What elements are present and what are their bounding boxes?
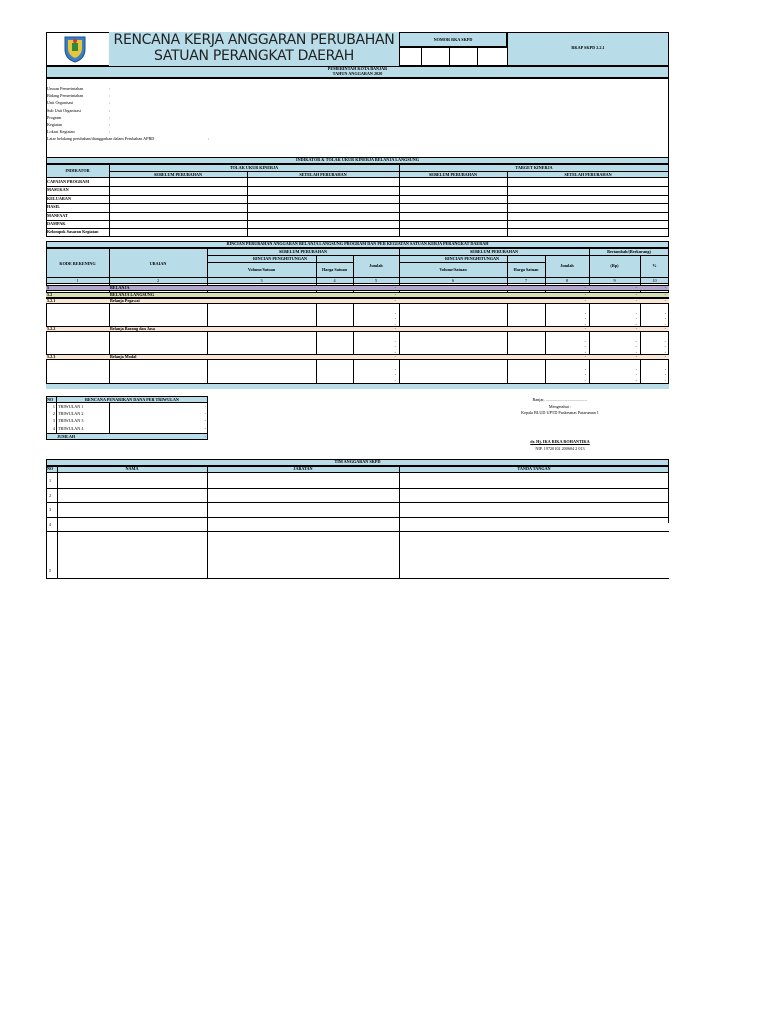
- indikator-col-header: INDIKATOR: [65, 168, 90, 173]
- rincian-footer-band: [46, 383, 669, 389]
- signature-nip: NIP. 19720102 200604 2 013: [535, 446, 585, 451]
- info-field-label: Lokasi Kegiatan: [47, 129, 75, 135]
- indikator-row-line: [46, 212, 669, 213]
- government-name: PEMERINTAH KOTA BANJAR: [327, 66, 388, 71]
- rincian-dash: -: [635, 310, 637, 316]
- triwulan-no-header: NO: [47, 397, 54, 402]
- volume-header-1: Volume/Satuan: [247, 267, 276, 272]
- tim-row-number: 5: [49, 568, 52, 573]
- signature-name: dr. Hj. IKA RIKA ROHANTIKA: [530, 439, 590, 444]
- column-number: 7: [524, 278, 528, 283]
- rincian-uraian: Belanja Pegawai: [110, 298, 140, 303]
- tim-row-line: [46, 488, 669, 489]
- triwulan-total-value: -: [204, 434, 206, 439]
- indikator-row-label: KELUARAN: [47, 195, 71, 201]
- indikator-row-line: [46, 186, 669, 187]
- rincian-dash: -: [664, 298, 666, 303]
- tim-row-number: 4: [49, 521, 52, 527]
- rincian-uraian: Belanja Barang dan Jasa: [110, 326, 155, 331]
- info-field-separator: :: [109, 114, 111, 120]
- indikator-section-title: INDIKATOR & TOLAK UKUR KINERJA BELANJA LANGSUNG: [295, 157, 419, 162]
- rincian-dash: -: [394, 349, 396, 355]
- indikator-row-label: DAMPAK: [47, 221, 66, 226]
- indikator-row-label: HASIL: [47, 204, 61, 210]
- rincian-dash: -: [394, 344, 396, 349]
- info-field-separator: :: [109, 86, 111, 91]
- rincian-dash: -: [584, 338, 586, 344]
- info-field-label: Bidang Pemerintahan: [47, 93, 84, 99]
- indikator-row-line: [46, 220, 669, 221]
- rincian-dash: -: [664, 321, 666, 327]
- indikator-row-label: MANFAAT: [47, 212, 68, 218]
- rincian-dash: -: [394, 316, 396, 321]
- info-field-separator: :: [109, 107, 111, 113]
- info-field-separator: :: [109, 122, 111, 127]
- rincian-dash: -: [394, 321, 396, 327]
- rincian-dash: -: [635, 366, 637, 372]
- tim-row-line: [46, 517, 669, 518]
- rincian-dash: -: [394, 338, 396, 344]
- rincian-hitung-header-2: RINCIAN PENGHITUNGAN: [444, 256, 500, 261]
- tim-row-number: 2: [49, 492, 52, 498]
- bertambah-header: Bertambah/(Berkurang): [607, 249, 651, 254]
- tim-row-line: [46, 531, 669, 532]
- indikator-row-label: Kelompok Sasaran Kegiatan: [47, 229, 99, 235]
- info-field-label: Urusan Pemerintahan: [47, 86, 84, 91]
- rincian-dash: -: [394, 310, 396, 316]
- rincian-kode: 5: [47, 285, 50, 290]
- tim-row-number: 3: [49, 507, 52, 512]
- rincian-dash: -: [394, 354, 396, 359]
- rincian-dash: -: [584, 344, 586, 349]
- rincian-dash: -: [394, 298, 396, 303]
- signature-mengetahui: Mengetahui :: [548, 404, 572, 409]
- page-title: RENCANA KERJA ANGGARAN PERUBAHAN SATUAN PERANGKAT DAERAH: [113, 32, 395, 64]
- sebelum-header: SEBELUM PERUBAHAN: [278, 249, 328, 254]
- uraian-header: URAIAN: [149, 261, 167, 266]
- rp-header: (Rp): [610, 263, 619, 268]
- rincian-dash: -: [664, 366, 666, 372]
- column-number: 4: [333, 278, 336, 283]
- rincian-dash: -: [635, 316, 637, 321]
- tim-no-header: NO: [47, 466, 54, 471]
- rincian-dash: -: [635, 372, 637, 377]
- indikator-row-line: [46, 195, 669, 196]
- kode-rekening-header: KODE REKENING: [59, 261, 96, 266]
- rincian-dash: -: [635, 298, 637, 303]
- triwulan-title: RENCANA PENARIKAN DANA PER TRIWULAN: [85, 397, 179, 402]
- indikator-row-line: [46, 203, 669, 204]
- form-code: RKAP SKPD 2.2.1: [571, 45, 605, 50]
- tolak-setelah-header: SETELAH PERUBAHAN: [299, 172, 347, 177]
- column-number: 6: [451, 278, 455, 283]
- triwulan-value: -: [204, 418, 206, 424]
- info-field-label: Program: [47, 114, 62, 120]
- target-setelah-header: SETELAH PERUBAHAN: [564, 172, 612, 177]
- indikator-row-label: CAPAIAN PROGRAM: [47, 179, 90, 184]
- rincian-dash: -: [664, 292, 666, 297]
- rincian-dash: -: [394, 326, 396, 331]
- rincian-dash: -: [635, 285, 637, 290]
- triwulan-label: TRIWULAN 1: [58, 404, 84, 409]
- rincian-dash: -: [394, 366, 396, 372]
- rincian-dash: -: [664, 285, 666, 290]
- rincian-hitung-header-1: RINCIAN PENGHITUNGAN: [252, 256, 308, 261]
- column-number: 3: [260, 278, 263, 283]
- rincian-dash: -: [664, 377, 666, 383]
- rincian-dash: -: [584, 349, 586, 355]
- column-number: 5: [374, 278, 378, 283]
- rincian-dash: -: [635, 344, 637, 349]
- rincian-dash: -: [584, 354, 586, 359]
- rincian-dash: -: [635, 321, 637, 327]
- rincian-dash: -: [394, 377, 396, 383]
- nomor-rka-label: NOMOR RKA SKPD: [433, 37, 473, 42]
- info-field-label: Sub Unit Organisasi: [47, 107, 81, 113]
- indikator-row-line: [46, 228, 669, 229]
- triwulan-value: -: [204, 404, 206, 409]
- triwulan-no: 2: [52, 411, 55, 417]
- column-number: 8: [565, 278, 569, 283]
- rincian-dash: -: [635, 377, 637, 383]
- signature-position: Kepala BLUD UPTD Puskesmas Pataruman 1: [521, 410, 599, 415]
- rincian-dash: -: [635, 354, 637, 359]
- info-field-separator: :: [109, 100, 111, 106]
- rincian-kode: 5.2.2: [47, 326, 56, 331]
- triwulan-value: -: [204, 411, 206, 417]
- rincian-dash: -: [635, 338, 637, 344]
- triwulan-label: TRIWULAN 4: [58, 425, 84, 431]
- triwulan-value: -: [204, 425, 206, 431]
- triwulan-label: TRIWULAN 2: [58, 411, 84, 417]
- target-kinerja-header: TARGET KINERJA: [515, 165, 553, 170]
- rincian-dash: -: [584, 292, 586, 297]
- indikator-row-label: MASUKAN: [47, 187, 69, 193]
- jumlah-header-2: Jumlah: [560, 263, 574, 268]
- column-number: 1: [76, 278, 79, 283]
- volume-header-2: Volume/Satuan: [439, 267, 467, 272]
- rincian-kode: 5.2: [47, 292, 53, 297]
- rincian-dash: -: [664, 372, 666, 377]
- rincian-dash: -: [394, 372, 396, 377]
- tim-row-number: 1: [49, 478, 52, 483]
- rincian-dash: -: [584, 366, 586, 372]
- rincian-uraian: BELANJA LANGSUNG: [110, 292, 155, 297]
- sesudah-header: SEBELUM PERUBAHAN: [469, 249, 519, 254]
- rincian-kode: 5.2.3: [47, 354, 56, 359]
- tolak-ukur-header: TOLAK UKUR KINERJA: [229, 165, 279, 170]
- rincian-dash: -: [584, 326, 586, 331]
- city-emblem-logo: [63, 35, 87, 63]
- triwulan-label: TRIWULAN 3: [58, 418, 84, 424]
- tolak-sebelum-header: SEBELUM PERUBAHAN: [153, 172, 203, 177]
- rincian-dash: -: [664, 338, 666, 344]
- rincian-dash: -: [664, 310, 666, 316]
- harga-header-2: Harga Satuan: [513, 267, 539, 272]
- tim-ttd-header: TANDA TANGAN: [517, 466, 551, 471]
- fiscal-year: TAHUN ANGGARAN 2020: [332, 71, 383, 76]
- rincian-section-title: RINCIAN PERUBAHAN ANGGARAN BELANJA LANGSUNG PROGRAM DAN PER KEGIATAN SATUAN KERJA PERANGKAT DAERAH: [226, 241, 489, 246]
- rincian-dash: -: [584, 321, 586, 327]
- percent-header: %: [652, 263, 657, 268]
- jumlah-header-1: Jumlah: [369, 263, 383, 268]
- harga-header-1: Harga Satuan: [321, 267, 347, 272]
- info-field-label: Kegiatan: [47, 122, 63, 127]
- tim-jabatan-header: JABATAN: [293, 466, 313, 471]
- rincian-dash: -: [664, 344, 666, 349]
- triwulan-no: 4: [52, 425, 55, 431]
- rincian-dash: -: [394, 285, 396, 290]
- rincian-dash: -: [635, 292, 637, 297]
- rincian-dash: -: [584, 316, 586, 321]
- tim-nama-header: NAMA: [125, 466, 139, 471]
- tim-section-title: TIM ANGGARAN SKPD: [334, 459, 381, 464]
- info-field-separator: :: [208, 136, 210, 142]
- tim-row-line: [46, 502, 669, 503]
- rincian-dash: -: [664, 354, 666, 359]
- column-number: 9: [613, 278, 616, 283]
- rincian-dash: -: [664, 316, 666, 321]
- triwulan-total-label: JUMLAH: [57, 434, 76, 439]
- info-field-label: Latar belakang perubahan/dianggarkan dalam Perubahan APBD: [47, 136, 155, 142]
- info-field-separator: :: [109, 93, 111, 99]
- triwulan-no: 3: [52, 418, 55, 424]
- rincian-dash: -: [584, 372, 586, 377]
- rincian-dash: -: [584, 310, 586, 316]
- target-sebelum-header: SEBELUM PERUBAHAN: [428, 172, 478, 177]
- info-field-label: Unit Organisasi: [47, 100, 74, 106]
- rincian-uraian: BELANJA: [110, 285, 130, 290]
- rincian-dash: -: [584, 285, 586, 290]
- rincian-dash: -: [394, 292, 396, 297]
- rincian-kode: 5.2.1: [47, 298, 56, 303]
- rincian-dash: -: [664, 349, 666, 355]
- rincian-uraian: Belanja Modal: [110, 354, 137, 359]
- rincian-dash: -: [584, 377, 586, 383]
- signature-place: Banjar, ........................................: [532, 397, 588, 402]
- triwulan-no: 1: [52, 404, 55, 409]
- rincian-dash: -: [635, 349, 637, 355]
- rincian-dash: -: [584, 298, 586, 303]
- info-field-separator: :: [109, 129, 111, 135]
- info-block: [46, 78, 669, 158]
- column-number: 10: [652, 278, 657, 283]
- rincian-dash: -: [664, 326, 666, 331]
- rincian-dash: -: [635, 326, 637, 331]
- column-number: 2: [156, 278, 160, 283]
